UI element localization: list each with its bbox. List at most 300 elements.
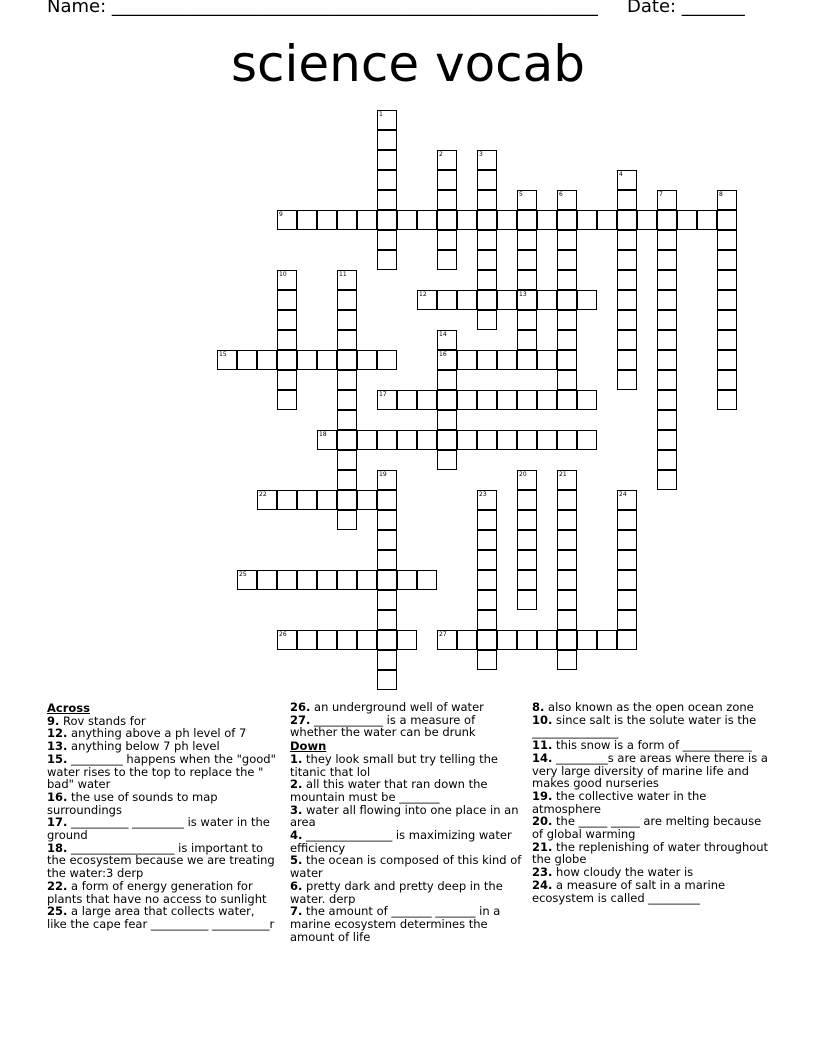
crossword-cell[interactable]	[357, 430, 377, 450]
crossword-cell[interactable]	[577, 210, 597, 230]
crossword-cell[interactable]	[717, 190, 737, 210]
crossword-cell[interactable]	[517, 270, 537, 290]
crossword-cell[interactable]	[437, 230, 457, 250]
crossword-cell[interactable]	[477, 290, 497, 310]
crossword-cell[interactable]	[457, 430, 477, 450]
crossword-cell[interactable]	[557, 430, 577, 450]
crossword-cell[interactable]	[297, 630, 317, 650]
crossword-cell[interactable]	[377, 610, 397, 630]
crossword-cell[interactable]	[537, 210, 557, 230]
crossword-cell[interactable]	[497, 630, 517, 650]
crossword-cell[interactable]	[557, 230, 577, 250]
crossword-cell[interactable]	[257, 350, 277, 370]
crossword-cell[interactable]	[437, 150, 457, 170]
crossword-cell[interactable]	[497, 390, 517, 410]
crossword-cell[interactable]	[377, 150, 397, 170]
crossword-cell[interactable]	[377, 430, 397, 450]
clue-number: 26.	[290, 700, 311, 714]
crossword-cell[interactable]	[277, 210, 297, 230]
clue-item	[290, 804, 522, 829]
crossword-cell[interactable]	[477, 190, 497, 210]
crossword-cell[interactable]	[437, 630, 457, 650]
crossword-cell[interactable]	[657, 270, 677, 290]
crossword-cell[interactable]	[217, 350, 237, 370]
crossword-cell[interactable]	[537, 390, 557, 410]
crossword-cell[interactable]	[477, 250, 497, 270]
crossword-cell[interactable]	[537, 290, 557, 310]
clue-number: 18.	[47, 840, 68, 855]
crossword-cell[interactable]	[617, 630, 637, 650]
crossword-cell[interactable]	[477, 230, 497, 250]
crossword-cell[interactable]	[617, 310, 637, 330]
crossword-cell[interactable]	[617, 490, 637, 510]
crossword-cell[interactable]	[597, 210, 617, 230]
clue-item	[47, 791, 277, 816]
crossword-cell[interactable]	[497, 430, 517, 450]
clue-number: 4.	[290, 828, 303, 843]
crossword-cell[interactable]	[477, 270, 497, 290]
crossword-cell[interactable]	[477, 510, 497, 530]
crossword-cell[interactable]	[517, 550, 537, 570]
crossword-cell[interactable]	[617, 590, 637, 610]
crossword-cell[interactable]	[277, 330, 297, 350]
crossword-cell[interactable]	[317, 570, 337, 590]
crossword-cell[interactable]	[477, 150, 497, 170]
crossword-cell[interactable]	[517, 530, 537, 550]
crossword-cell[interactable]	[377, 570, 397, 590]
clue-item	[47, 880, 277, 905]
crossword-cell[interactable]	[437, 370, 457, 390]
crossword-cell[interactable]	[337, 490, 357, 510]
clue-text: the replenishing of water throughout the globe	[532, 839, 769, 867]
crossword-cell[interactable]	[317, 210, 337, 230]
crossword-cell[interactable]	[557, 510, 577, 530]
crossword-cell[interactable]	[477, 630, 497, 650]
crossword-cell[interactable]	[657, 250, 677, 270]
crossword-cell[interactable]	[417, 570, 437, 590]
crossword-cell[interactable]	[557, 290, 577, 310]
cell-number: 17	[379, 391, 387, 398]
crossword-cell[interactable]	[477, 490, 497, 510]
clue-text: the ocean is composed of this kind of water	[290, 853, 522, 881]
crossword-cell[interactable]	[337, 290, 357, 310]
crossword-cell[interactable]	[657, 350, 677, 370]
crossword-cell[interactable]	[657, 410, 677, 430]
crossword-cell[interactable]	[517, 310, 537, 330]
crossword-cell[interactable]	[557, 590, 577, 610]
crossword-cell[interactable]	[477, 170, 497, 190]
crossword-cell[interactable]	[357, 570, 377, 590]
crossword-cell[interactable]	[617, 290, 637, 310]
crossword-cell[interactable]	[377, 390, 397, 410]
crossword-cell[interactable]	[417, 210, 437, 230]
crossword-cell[interactable]	[497, 290, 517, 310]
crossword-cell[interactable]	[297, 350, 317, 370]
crossword-cell[interactable]	[617, 170, 637, 190]
crossword-cell[interactable]	[297, 570, 317, 590]
cell-number: 10	[279, 271, 287, 278]
crossword-cell[interactable]	[337, 630, 357, 650]
clue-text: ____________ is a measure of whether the water can be drunk	[290, 712, 476, 740]
clue-text: this snow is a form of ____________	[552, 738, 752, 753]
crossword-cell[interactable]	[577, 290, 597, 310]
crossword-cell[interactable]	[437, 450, 457, 470]
clue-number: 19.	[532, 788, 553, 803]
crossword-cell[interactable]	[557, 570, 577, 590]
crossword-cell[interactable]	[557, 370, 577, 390]
crossword-cell[interactable]	[477, 530, 497, 550]
clue-number: 24.	[532, 877, 553, 892]
crossword-cell[interactable]	[437, 170, 457, 190]
crossword-cell[interactable]	[517, 510, 537, 530]
crossword-cell[interactable]	[277, 270, 297, 290]
crossword-cell[interactable]	[557, 610, 577, 630]
clue-text: the amount of _______ _______ in a marine ecosystem determines the amount of life	[290, 904, 501, 944]
crossword-cell[interactable]	[597, 630, 617, 650]
crossword-cell[interactable]	[377, 110, 397, 130]
crossword-cell[interactable]	[337, 450, 357, 470]
crossword-cell[interactable]	[577, 630, 597, 650]
crossword-cell[interactable]	[477, 310, 497, 330]
crossword-cell[interactable]	[297, 210, 317, 230]
crossword-cell[interactable]	[657, 290, 677, 310]
crossword-cell[interactable]	[557, 470, 577, 490]
crossword-cell[interactable]	[417, 390, 437, 410]
crossword-cell[interactable]	[277, 310, 297, 330]
crossword-cell[interactable]	[377, 350, 397, 370]
crossword-cell[interactable]	[257, 490, 277, 510]
clue-text: a measure of salt in a marine ecosystem is called _________	[532, 877, 726, 905]
crossword-cell[interactable]	[457, 350, 477, 370]
crossword-cell[interactable]	[717, 270, 737, 290]
clue-text: Rov stands for	[59, 713, 146, 728]
clue-number: 9.	[47, 713, 60, 728]
crossword-cell[interactable]	[557, 310, 577, 330]
crossword-cell[interactable]	[657, 210, 677, 230]
clue-number: 3.	[290, 802, 303, 817]
cell-number: 12	[419, 291, 427, 298]
crossword-cell[interactable]	[397, 390, 417, 410]
crossword-cell[interactable]	[717, 290, 737, 310]
clue-text: the use of sounds to map surroundings	[47, 789, 218, 817]
cell-number: 9	[279, 211, 283, 218]
clue-text: an underground well of water	[310, 700, 484, 714]
crossword-cell[interactable]	[617, 190, 637, 210]
name-field-label: Name: ______________________________________________________	[47, 0, 598, 17]
crossword-cell[interactable]	[617, 370, 637, 390]
crossword-cell[interactable]	[337, 310, 357, 330]
crossword-cell[interactable]	[417, 430, 437, 450]
crossword-cell[interactable]	[317, 630, 337, 650]
clue-number: 11.	[532, 738, 553, 753]
crossword-cell[interactable]	[397, 210, 417, 230]
crossword-cell[interactable]	[277, 490, 297, 510]
crossword-cell[interactable]	[617, 510, 637, 530]
crossword-cell[interactable]	[377, 490, 397, 510]
crossword-cell[interactable]	[577, 430, 597, 450]
crossword-cell[interactable]	[557, 650, 577, 670]
cell-number: 5	[519, 191, 523, 198]
crossword-cell[interactable]	[517, 470, 537, 490]
crossword-cell[interactable]	[377, 630, 397, 650]
crossword-cell[interactable]	[617, 350, 637, 370]
crossword-cell[interactable]	[617, 210, 637, 230]
crossword-cell[interactable]	[477, 570, 497, 590]
crossword-cell[interactable]	[517, 350, 537, 370]
crossword-cell[interactable]	[617, 530, 637, 550]
crossword-cell[interactable]	[557, 390, 577, 410]
crossword-cell[interactable]	[657, 430, 677, 450]
crossword-cell[interactable]	[557, 350, 577, 370]
crossword-cell[interactable]	[497, 350, 517, 370]
clue-text: anything below 7 ph level	[67, 739, 220, 754]
crossword-cell[interactable]	[557, 270, 577, 290]
clue-number: 1.	[290, 751, 303, 766]
crossword-cell[interactable]	[357, 210, 377, 230]
crossword-cell[interactable]	[337, 470, 357, 490]
crossword-cell[interactable]	[517, 250, 537, 270]
crossword-cell[interactable]	[717, 330, 737, 350]
cell-number: 24	[619, 491, 627, 498]
clue-item	[532, 790, 770, 815]
clue-text: __________ _________ is water in the ground	[47, 815, 270, 843]
crossword-cell[interactable]	[277, 290, 297, 310]
crossword-cell[interactable]	[437, 390, 457, 410]
crossword-cell[interactable]	[517, 430, 537, 450]
crossword-cell[interactable]	[497, 210, 517, 230]
crossword-cell[interactable]	[317, 350, 337, 370]
clue-number: 10.	[532, 712, 553, 727]
crossword-cell[interactable]	[517, 390, 537, 410]
crossword-cell[interactable]	[477, 650, 497, 670]
crossword-cell[interactable]	[357, 350, 377, 370]
crossword-cell[interactable]	[377, 530, 397, 550]
clue-item	[532, 815, 770, 840]
crossword-cell[interactable]	[717, 210, 737, 230]
crossword-cell[interactable]	[457, 630, 477, 650]
crossword-cell[interactable]	[437, 330, 457, 350]
crossword-cell[interactable]	[517, 630, 537, 650]
clue-text: pretty dark and pretty deep in the water. derp	[290, 878, 503, 906]
clue-text: the _____ _____ are melting because of global warming	[532, 814, 762, 842]
crossword-cell[interactable]	[397, 430, 417, 450]
crossword-cell[interactable]	[277, 350, 297, 370]
crossword-cell[interactable]	[477, 610, 497, 630]
crossword-cell[interactable]	[437, 190, 457, 210]
clue-number: 7.	[290, 904, 303, 919]
crossword-cell[interactable]	[657, 310, 677, 330]
clue-item	[47, 753, 277, 791]
crossword-cell[interactable]	[337, 270, 357, 290]
crossword-cell[interactable]	[377, 510, 397, 530]
cell-number: 26	[279, 631, 287, 638]
crossword-cell[interactable]	[277, 570, 297, 590]
crossword-cell[interactable]	[517, 490, 537, 510]
crossword-cell[interactable]	[337, 370, 357, 390]
clue-number: 13.	[47, 739, 68, 754]
clue-text: also known as the open ocean zone	[544, 700, 754, 714]
crossword-cell[interactable]	[617, 550, 637, 570]
crossword-cell[interactable]	[617, 570, 637, 590]
crossword-cell[interactable]	[557, 250, 577, 270]
crossword-cell[interactable]	[337, 570, 357, 590]
crossword-cell[interactable]	[657, 190, 677, 210]
crossword-cell[interactable]	[717, 390, 737, 410]
clue-text: all this water that ran down the mountain must be _______	[290, 777, 488, 804]
crossword-cell[interactable]	[537, 350, 557, 370]
clue-item	[532, 752, 770, 790]
clue-item	[290, 880, 522, 905]
crossword-cell[interactable]	[657, 470, 677, 490]
clue-number: 23.	[532, 865, 553, 880]
crossword-cell[interactable]	[377, 230, 397, 250]
clue-item	[532, 879, 770, 904]
clue-number: 22.	[47, 878, 68, 893]
crossword-cell[interactable]	[677, 210, 697, 230]
crossword-cell[interactable]	[337, 430, 357, 450]
crossword-cell[interactable]	[297, 490, 317, 510]
crossword-cell[interactable]	[657, 230, 677, 250]
crossword-cell[interactable]	[657, 330, 677, 350]
crossword-cell[interactable]	[317, 430, 337, 450]
crossword-cell[interactable]	[337, 350, 357, 370]
clue-item	[532, 841, 770, 866]
crossword-cell[interactable]	[637, 210, 657, 230]
crossword-cell[interactable]	[237, 570, 257, 590]
crossword-cell[interactable]	[337, 330, 357, 350]
crossword-cell[interactable]	[377, 550, 397, 570]
crossword-cell[interactable]	[557, 330, 577, 350]
crossword-cell[interactable]	[257, 570, 277, 590]
crossword-cell[interactable]	[617, 330, 637, 350]
crossword-cell[interactable]	[357, 490, 377, 510]
crossword-cell[interactable]	[517, 210, 537, 230]
crossword-cell[interactable]	[357, 630, 377, 650]
clue-number: 20.	[532, 814, 553, 829]
crossword-cell[interactable]	[337, 510, 357, 530]
crossword-cell[interactable]	[477, 430, 497, 450]
crossword-cell[interactable]	[237, 350, 257, 370]
crossword-cell[interactable]	[557, 530, 577, 550]
crossword-cell[interactable]	[577, 390, 597, 410]
crossword-cell[interactable]	[717, 250, 737, 270]
crossword-cell[interactable]	[397, 630, 417, 650]
crossword-cell[interactable]	[437, 210, 457, 230]
crossword-cell[interactable]	[477, 210, 497, 230]
crossword-cell[interactable]	[517, 590, 537, 610]
crossword-cell[interactable]	[557, 490, 577, 510]
crossword-cell[interactable]	[557, 550, 577, 570]
crossword-cell[interactable]	[277, 630, 297, 650]
crossword-cell[interactable]	[377, 470, 397, 490]
clue-number: 17.	[47, 815, 68, 830]
crossword-cell[interactable]	[317, 490, 337, 510]
crossword-cell[interactable]	[277, 390, 297, 410]
crossword-cell[interactable]	[657, 390, 677, 410]
clue-text: since salt is the solute water is the _______________	[532, 712, 757, 740]
crossword-cell[interactable]	[377, 650, 397, 670]
crossword-cell[interactable]	[517, 330, 537, 350]
clue-number: 14.	[532, 750, 553, 765]
crossword-cell[interactable]	[377, 210, 397, 230]
cell-number: 23	[479, 491, 487, 498]
clue-item	[290, 753, 522, 778]
across-heading: Across	[47, 701, 90, 715]
clue-item	[290, 714, 522, 739]
crossword-cell[interactable]	[397, 570, 417, 590]
crossword-cell[interactable]	[517, 290, 537, 310]
cell-number: 27	[439, 631, 447, 638]
crossword-cell[interactable]	[437, 410, 457, 430]
crossword-cell[interactable]	[717, 230, 737, 250]
crossword-cell[interactable]	[377, 130, 397, 150]
crossword-cell[interactable]	[377, 170, 397, 190]
cell-number: 7	[659, 191, 663, 198]
crossword-cell[interactable]	[337, 390, 357, 410]
crossword-cell[interactable]	[717, 350, 737, 370]
clue-text: _________ happens when the "good" water rises to the top to replace the " bad" water	[47, 751, 276, 792]
crossword-cell[interactable]	[557, 190, 577, 210]
crossword-cell[interactable]	[437, 250, 457, 270]
crossword-cell[interactable]	[477, 350, 497, 370]
cell-number: 13	[519, 291, 527, 298]
crossword-cell[interactable]	[657, 450, 677, 470]
crossword-cell[interactable]	[517, 190, 537, 210]
crossword-cell[interactable]	[437, 430, 457, 450]
crossword-cell[interactable]	[617, 610, 637, 630]
clue-text: a large area that collects water, like the cape fear __________ __________r	[47, 904, 275, 931]
crossword-cell[interactable]	[437, 350, 457, 370]
crossword-cell[interactable]	[517, 230, 537, 250]
clue-number: 25.	[47, 904, 68, 919]
crossword-cell[interactable]	[477, 590, 497, 610]
crossword-cell[interactable]	[437, 290, 457, 310]
crossword-cell[interactable]	[717, 370, 737, 390]
crossword-cell[interactable]	[377, 190, 397, 210]
crossword-cell[interactable]	[697, 210, 717, 230]
crossword-cell[interactable]	[657, 370, 677, 390]
cell-number: 18	[319, 431, 327, 438]
crossword-cell[interactable]	[377, 670, 397, 690]
crossword-cell[interactable]	[517, 570, 537, 590]
clue-text: _________s are areas where there is a very large diversity of marine life and makes good nurseries	[532, 750, 768, 791]
cell-number: 20	[519, 471, 527, 478]
crossword-cell[interactable]	[537, 630, 557, 650]
crossword-cell[interactable]	[337, 210, 357, 230]
crossword-cell[interactable]	[717, 310, 737, 330]
clue-number: 6.	[290, 878, 303, 893]
cell-number: 8	[719, 191, 723, 198]
crossword-cell[interactable]	[557, 210, 577, 230]
crossword-cell[interactable]	[337, 410, 357, 430]
crossword-cell[interactable]	[557, 630, 577, 650]
crossword-cell[interactable]	[617, 250, 637, 270]
crossword-cell[interactable]	[417, 290, 437, 310]
crossword-cell[interactable]	[277, 370, 297, 390]
crossword-cell[interactable]	[377, 590, 397, 610]
clue-number: 27.	[290, 712, 311, 727]
crossword-cell[interactable]	[617, 230, 637, 250]
crossword-cell[interactable]	[537, 430, 557, 450]
crossword-cell[interactable]	[457, 290, 477, 310]
crossword-cell[interactable]	[477, 390, 497, 410]
down-heading: Down	[290, 739, 327, 754]
crossword-cell[interactable]	[477, 550, 497, 570]
crossword-cell[interactable]	[457, 390, 477, 410]
crossword-cell[interactable]	[457, 210, 477, 230]
crossword-cell[interactable]	[617, 270, 637, 290]
crossword-cell[interactable]	[377, 250, 397, 270]
